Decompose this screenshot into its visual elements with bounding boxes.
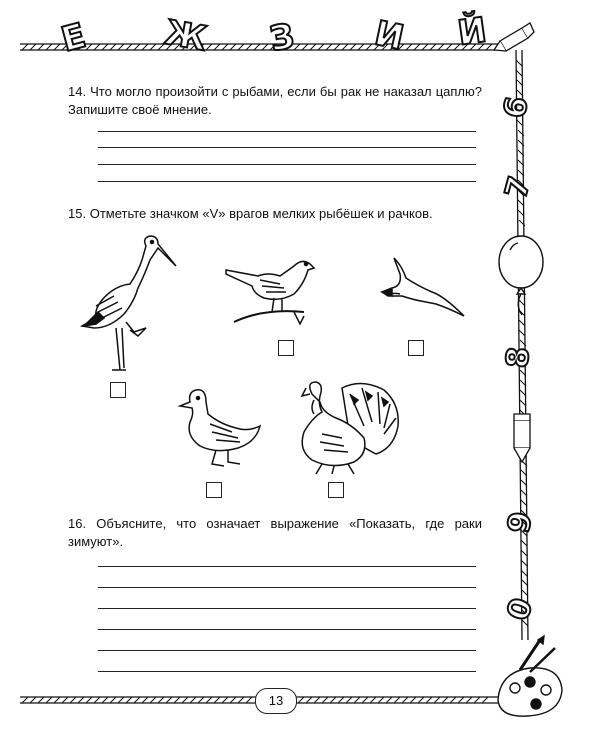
stork-checkbox[interactable] <box>110 382 126 398</box>
question-number: 14. <box>68 84 87 99</box>
pencil-icon <box>494 23 534 51</box>
answer-line[interactable] <box>98 671 476 672</box>
duck-illustration <box>176 384 266 470</box>
turkey-illustration <box>292 378 404 476</box>
border-letter: Й <box>455 10 490 54</box>
answer-line[interactable] <box>98 587 476 588</box>
pencil-icon <box>514 414 530 462</box>
answer-line[interactable] <box>98 164 476 165</box>
question-text: Отметьте значком «V» врагов мелких рыбёшек и рачков. <box>89 206 433 221</box>
answer-line[interactable] <box>98 566 476 567</box>
cuckoo-checkbox[interactable] <box>278 340 294 356</box>
question-number: 16. <box>68 516 87 531</box>
border-digit: 6 <box>497 94 536 121</box>
border-digit: 7 <box>498 172 539 203</box>
answer-line[interactable] <box>98 181 476 182</box>
stork-illustration <box>74 232 184 372</box>
balloon-icon <box>499 236 543 315</box>
question-text: Что могло произойти с рыбами, если бы рак не наказал цаплю? Запишите своё мнение. <box>68 84 482 117</box>
border-letter: И <box>371 13 408 59</box>
border-digit: 0 <box>500 593 541 626</box>
answer-line[interactable] <box>98 650 476 651</box>
question-text: Объясните, что означает выражение «Показать, где раки зимуют». <box>68 516 482 549</box>
question-14 <box>68 83 482 119</box>
seagull-checkbox[interactable] <box>408 340 424 356</box>
answer-line[interactable] <box>98 629 476 630</box>
border-letter: Е <box>57 15 91 61</box>
border-letter: З <box>266 16 298 60</box>
question-15 <box>68 205 482 223</box>
question-16 <box>68 515 482 551</box>
cuckoo-illustration <box>224 250 324 330</box>
duck-checkbox[interactable] <box>206 482 222 498</box>
answer-line[interactable] <box>98 147 476 148</box>
page-number: 13 <box>255 688 297 714</box>
top-rail <box>20 44 500 50</box>
question-number: 15. <box>68 206 87 221</box>
answer-line[interactable] <box>98 131 476 132</box>
turkey-checkbox[interactable] <box>328 482 344 498</box>
answer-line[interactable] <box>98 608 476 609</box>
border-digit: 8 <box>500 345 537 370</box>
border-letter: Ж <box>161 12 210 60</box>
seagull-illustration <box>378 252 468 322</box>
border-digit: 9 <box>501 509 540 536</box>
palette-icon <box>498 636 562 716</box>
